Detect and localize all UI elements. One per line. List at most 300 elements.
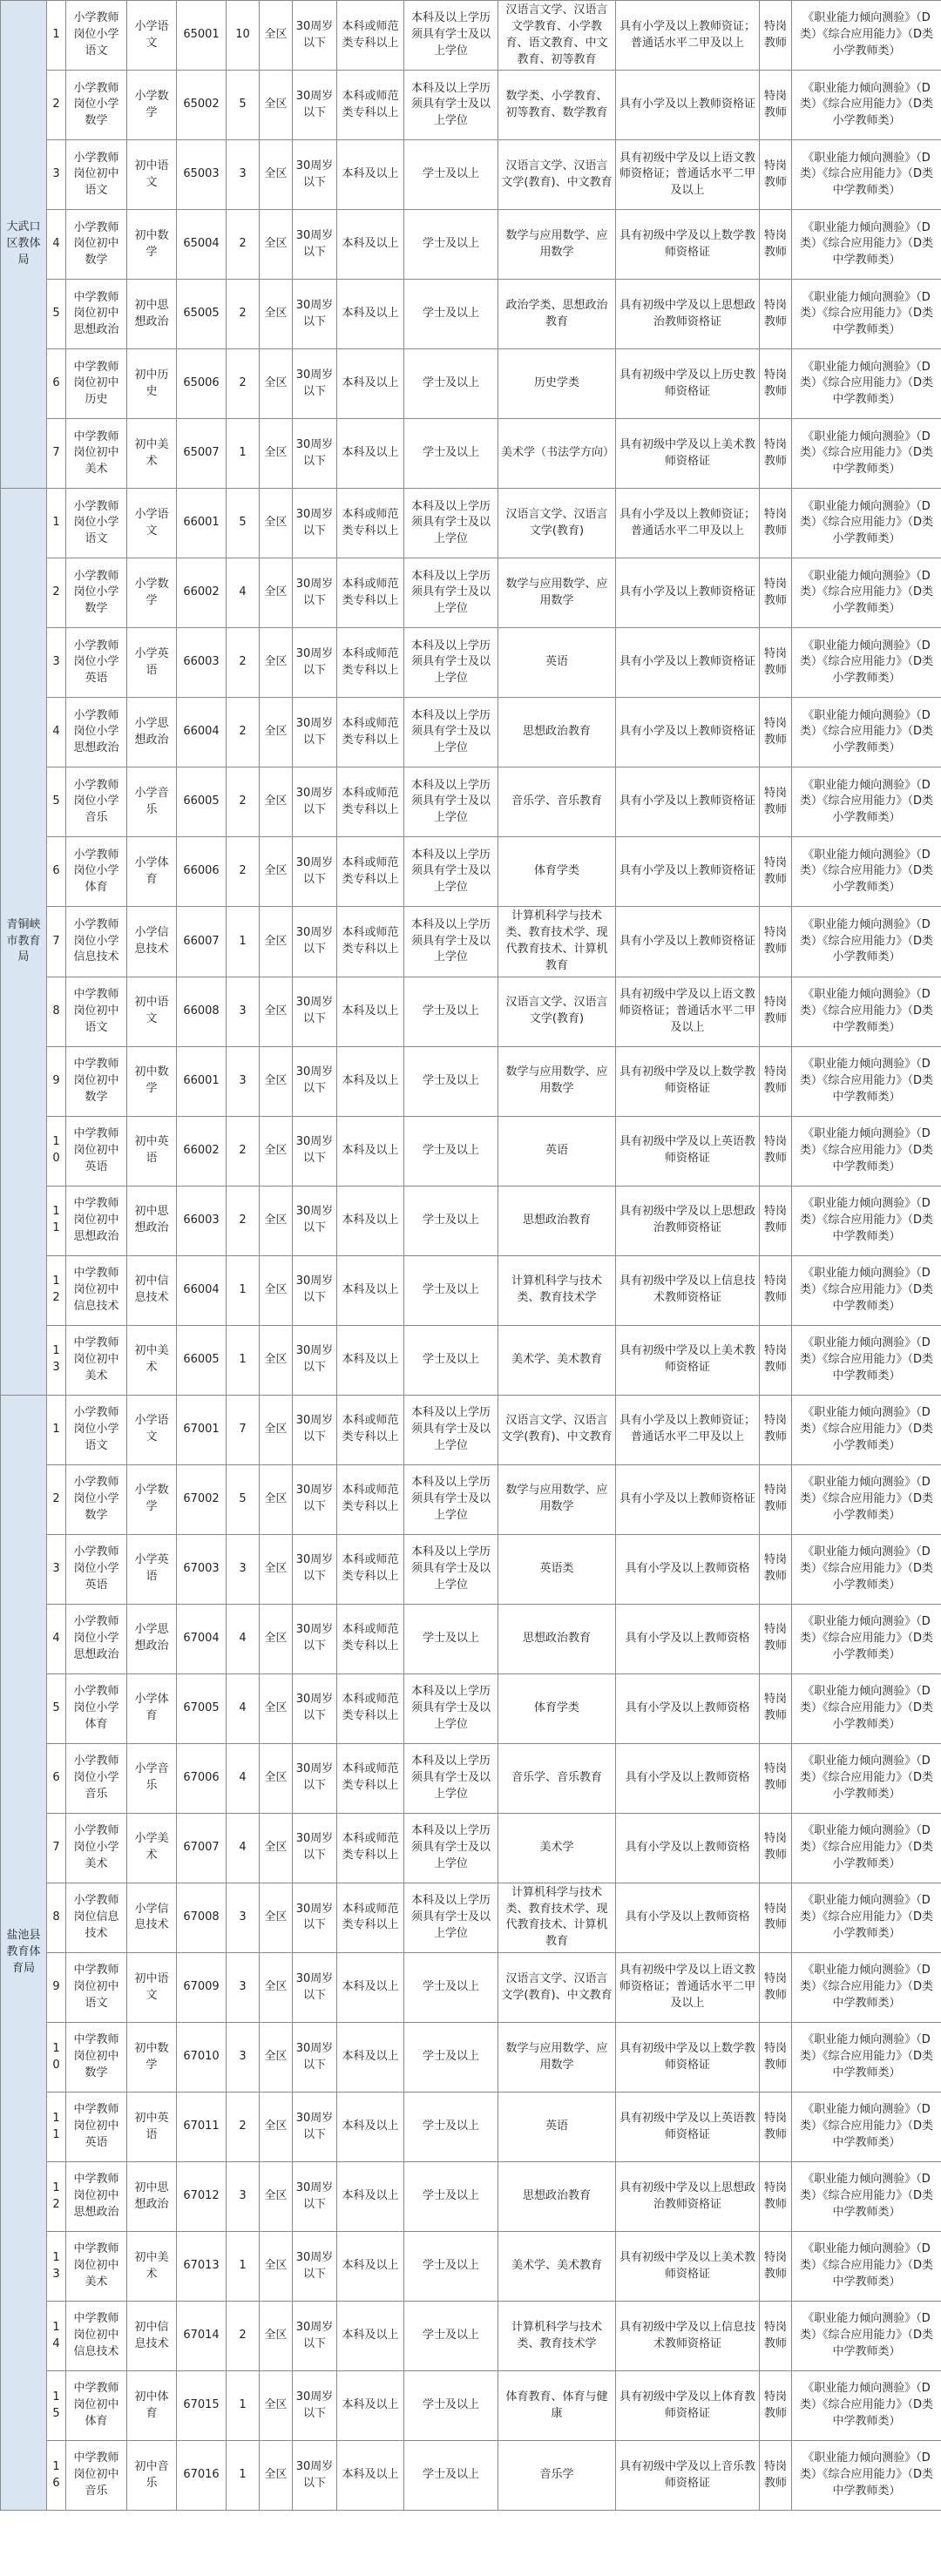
education-requirement: 本科及以上 <box>337 1186 404 1255</box>
post-name: 小学教师岗位小学语文 <box>66 489 127 558</box>
hire-count: 3 <box>227 1046 260 1116</box>
other-requirement: 具有初级中学及以上英语教师资格证 <box>616 1116 760 1186</box>
education-requirement: 本科或师范类专科以上 <box>337 698 404 767</box>
post-type: 特岗教师 <box>760 210 792 280</box>
subject-name: 小学英语 <box>127 628 177 698</box>
post-name: 中学教师岗位初中英语 <box>66 1116 127 1186</box>
subject-name: 初中美术 <box>127 1325 177 1395</box>
post-code: 65004 <box>177 210 227 280</box>
hire-count: 2 <box>227 1186 260 1255</box>
age-limit: 30周岁以下 <box>293 558 337 628</box>
other-requirement: 具有初级中学及以上体育教师资格证 <box>616 2371 760 2441</box>
exam-subjects: 《职业能力倾向测验》（D类）《综合应用能力》（D类中学教师类） <box>792 280 941 349</box>
education-requirement: 本科或师范类专科以上 <box>337 1 404 71</box>
hire-count: 3 <box>227 1953 260 2023</box>
post-name: 中学教师岗位初中英语 <box>66 2093 127 2162</box>
major-requirement: 英语 <box>498 628 616 698</box>
hire-count: 4 <box>227 1673 260 1743</box>
subject-name: 小学体育 <box>127 837 177 907</box>
hire-count: 1 <box>227 1325 260 1395</box>
age-limit: 30周岁以下 <box>293 698 337 767</box>
hire-count: 4 <box>227 558 260 628</box>
other-requirement: 具有小学及以上教师资格 <box>616 1883 760 1952</box>
department-cell: 大武口区教体局 <box>1 1 47 489</box>
table-row <box>1 558 941 628</box>
post-name: 中学教师岗位初中体育 <box>66 2371 127 2441</box>
major-requirement: 汉语言文学、汉语言文学(教育)、中文教育 <box>498 140 616 210</box>
post-type: 特岗教师 <box>760 1464 792 1534</box>
recruit-scope: 全区 <box>260 1464 293 1534</box>
table-row <box>1 1604 941 1673</box>
major-requirement: 美术学、美术教育 <box>498 2232 616 2302</box>
post-type: 特岗教师 <box>760 1 792 71</box>
hire-count: 4 <box>227 1604 260 1673</box>
recruit-scope: 全区 <box>260 1255 293 1325</box>
table-row <box>1 767 941 837</box>
age-limit: 30周岁以下 <box>293 210 337 280</box>
education-requirement: 本科及以上 <box>337 2441 404 2511</box>
hire-count: 2 <box>227 2093 260 2162</box>
age-limit: 30周岁以下 <box>293 419 337 489</box>
other-requirement: 具有初级中学及以上数学教师资格证 <box>616 2023 760 2093</box>
exam-subjects: 《职业能力倾向测验》（D类）《综合应用能力》（D类小学教师类） <box>792 907 941 977</box>
degree-requirement: 学士及以上 <box>404 1604 498 1673</box>
subject-name: 小学数学 <box>127 558 177 628</box>
education-requirement: 本科及以上 <box>337 1255 404 1325</box>
post-type: 特岗教师 <box>760 2023 792 2093</box>
recruit-scope: 全区 <box>260 558 293 628</box>
age-limit: 30周岁以下 <box>293 837 337 907</box>
recruit-scope: 全区 <box>260 1604 293 1673</box>
table-row <box>1 489 941 558</box>
major-requirement: 汉语言文学、汉语言文学教育、小学教育、语文教育、中文教育、初等教育 <box>498 1 616 71</box>
major-requirement: 数学与应用数学、应用数学 <box>498 1046 616 1116</box>
age-limit: 30周岁以下 <box>293 2162 337 2232</box>
row-number: 4 <box>47 210 66 280</box>
education-requirement: 本科及以上 <box>337 2093 404 2162</box>
table-row <box>1 2441 941 2511</box>
education-requirement: 本科及以上 <box>337 419 404 489</box>
hire-count: 5 <box>227 71 260 140</box>
row-number: 2 <box>47 1464 66 1534</box>
age-limit: 30周岁以下 <box>293 1673 337 1743</box>
post-name: 小学教师岗位初中语文 <box>66 140 127 210</box>
major-requirement: 音乐学、音乐教育 <box>498 1743 616 1813</box>
hire-count: 1 <box>227 2441 260 2511</box>
post-code: 65002 <box>177 71 227 140</box>
age-limit: 30周岁以下 <box>293 2302 337 2371</box>
major-requirement: 汉语言文学、汉语言文学(教育)、中文教育 <box>498 1395 616 1464</box>
post-code: 67008 <box>177 1883 227 1952</box>
exam-subjects: 《职业能力倾向测验》（D类）《综合应用能力》（D类小学教师类） <box>792 698 941 767</box>
major-requirement: 音乐学、音乐教育 <box>498 767 616 837</box>
age-limit: 30周岁以下 <box>293 1464 337 1534</box>
other-requirement: 具有初级中学及以上美术教师资格证 <box>616 1325 760 1395</box>
recruit-scope: 全区 <box>260 1813 293 1883</box>
subject-name: 小学数学 <box>127 1464 177 1534</box>
hire-count: 5 <box>227 489 260 558</box>
post-code: 66003 <box>177 1186 227 1255</box>
exam-subjects: 《职业能力倾向测验》（D类）《综合应用能力》（D类小学教师类） <box>792 837 941 907</box>
row-number: 5 <box>47 280 66 349</box>
post-type: 特岗教师 <box>760 140 792 210</box>
post-name: 小学教师岗位小学思想政治 <box>66 698 127 767</box>
other-requirement: 具有小学及以上教师资证；普通话水平二甲及以上 <box>616 1 760 71</box>
subject-name: 小学音乐 <box>127 767 177 837</box>
degree-requirement: 学士及以上 <box>404 2302 498 2371</box>
age-limit: 30周岁以下 <box>293 1395 337 1464</box>
exam-subjects: 《职业能力倾向测验》（D类）《综合应用能力》（D类小学教师类） <box>792 767 941 837</box>
degree-requirement: 学士及以上 <box>404 2162 498 2232</box>
exam-subjects: 《职业能力倾向测验》（D类）《综合应用能力》（D类中学教师类） <box>792 2232 941 2302</box>
post-type: 特岗教师 <box>760 1883 792 1952</box>
exam-subjects: 《职业能力倾向测验》（D类）《综合应用能力》（D类中学教师类） <box>792 2162 941 2232</box>
table-row <box>1 1116 941 1186</box>
table-row <box>1 2232 941 2302</box>
major-requirement: 汉语言文学、汉语言文学(教育) <box>498 489 616 558</box>
exam-subjects: 《职业能力倾向测验》（D类）《综合应用能力》（D类小学教师类） <box>792 1673 941 1743</box>
row-number: 9 <box>47 1953 66 2023</box>
major-requirement: 数学与应用数学、应用数学 <box>498 2023 616 2093</box>
post-name: 中学教师岗位初中美术 <box>66 419 127 489</box>
post-code: 65006 <box>177 349 227 419</box>
row-number: 3 <box>47 628 66 698</box>
hire-count: 7 <box>227 1395 260 1464</box>
hire-count: 2 <box>227 1116 260 1186</box>
education-requirement: 本科及以上 <box>337 2162 404 2232</box>
other-requirement: 具有初级中学及以上思想政治教师资格证 <box>616 2162 760 2232</box>
post-name: 中学教师岗位初中信息技术 <box>66 2302 127 2371</box>
degree-requirement: 本科及以上学历须具有学士及以上学位 <box>404 1 498 71</box>
post-name: 中学教师岗位初中历史 <box>66 349 127 419</box>
hire-count: 2 <box>227 2302 260 2371</box>
recruit-scope: 全区 <box>260 1116 293 1186</box>
row-number: 2 <box>47 71 66 140</box>
table-row <box>1 1046 941 1116</box>
exam-subjects: 《职业能力倾向测验》（D类）《综合应用能力》（D类中学教师类） <box>792 2441 941 2511</box>
other-requirement: 具有小学及以上教师资格证 <box>616 558 760 628</box>
row-number: 6 <box>47 837 66 907</box>
post-type: 特岗教师 <box>760 1116 792 1186</box>
education-requirement: 本科及以上 <box>337 2302 404 2371</box>
other-requirement: 具有小学及以上教师资格证 <box>616 837 760 907</box>
age-limit: 30周岁以下 <box>293 907 337 977</box>
other-requirement: 具有初级中学及以上思想政治教师资格证 <box>616 1186 760 1255</box>
recruit-scope: 全区 <box>260 2371 293 2441</box>
recruit-scope: 全区 <box>260 2232 293 2302</box>
post-type: 特岗教师 <box>760 907 792 977</box>
post-name: 小学教师岗位小学数学 <box>66 71 127 140</box>
other-requirement: 具有初级中学及以上语文教师资格证；普通话水平二甲及以上 <box>616 977 760 1046</box>
degree-requirement: 本科及以上学历须具有学士及以上学位 <box>404 698 498 767</box>
hire-count: 2 <box>227 349 260 419</box>
other-requirement: 具有小学及以上教师资格 <box>616 1673 760 1743</box>
major-requirement: 计算机科学与技术类、教育技术学 <box>498 2302 616 2371</box>
table-row <box>1 419 941 489</box>
subject-name: 小学体育 <box>127 1673 177 1743</box>
subject-name: 初中数学 <box>127 2023 177 2093</box>
table-row <box>1 1 941 71</box>
post-name: 小学教师岗位小学语文 <box>66 1395 127 1464</box>
major-requirement: 数学与应用数学、应用数学 <box>498 558 616 628</box>
post-type: 特岗教师 <box>760 2371 792 2441</box>
education-requirement: 本科及以上 <box>337 1116 404 1186</box>
major-requirement: 体育学类 <box>498 1673 616 1743</box>
post-code: 65003 <box>177 140 227 210</box>
age-limit: 30周岁以下 <box>293 489 337 558</box>
subject-name: 小学思想政治 <box>127 1604 177 1673</box>
post-name: 小学教师岗位小学信息技术 <box>66 907 127 977</box>
post-code: 67001 <box>177 1395 227 1464</box>
hire-count: 2 <box>227 210 260 280</box>
education-requirement: 本科及以上 <box>337 1953 404 2023</box>
post-type: 特岗教师 <box>760 767 792 837</box>
education-requirement: 本科及以上 <box>337 1046 404 1116</box>
table-row <box>1 698 941 767</box>
hire-count: 1 <box>227 2371 260 2441</box>
recruit-scope: 全区 <box>260 698 293 767</box>
age-limit: 30周岁以下 <box>293 628 337 698</box>
row-number: 7 <box>47 907 66 977</box>
other-requirement: 具有初级中学及以上信息技术教师资格证 <box>616 2302 760 2371</box>
age-limit: 30周岁以下 <box>293 2093 337 2162</box>
post-code: 66004 <box>177 698 227 767</box>
subject-name: 小学音乐 <box>127 1743 177 1813</box>
post-type: 特岗教师 <box>760 2162 792 2232</box>
row-number: 10 <box>47 2023 66 2093</box>
post-code: 67007 <box>177 1813 227 1883</box>
recruit-scope: 全区 <box>260 2093 293 2162</box>
row-number: 1 <box>47 1 66 71</box>
exam-subjects: 《职业能力倾向测验》（D类）《综合应用能力》（D类中学教师类） <box>792 977 941 1046</box>
major-requirement: 英语 <box>498 2093 616 2162</box>
education-requirement: 本科及以上 <box>337 210 404 280</box>
row-number: 4 <box>47 698 66 767</box>
major-requirement: 历史学类 <box>498 349 616 419</box>
age-limit: 30周岁以下 <box>293 140 337 210</box>
post-code: 66002 <box>177 558 227 628</box>
row-number: 16 <box>47 2441 66 2511</box>
degree-requirement: 本科及以上学历须具有学士及以上学位 <box>404 1534 498 1604</box>
education-requirement: 本科或师范类专科以上 <box>337 907 404 977</box>
exam-subjects: 《职业能力倾向测验》（D类）《综合应用能力》（D类小学教师类） <box>792 489 941 558</box>
degree-requirement: 本科及以上学历须具有学士及以上学位 <box>404 489 498 558</box>
education-requirement: 本科或师范类专科以上 <box>337 1395 404 1464</box>
recruit-scope: 全区 <box>260 1 293 71</box>
major-requirement: 美术学、美术教育 <box>498 1325 616 1395</box>
recruit-scope: 全区 <box>260 140 293 210</box>
recruit-scope: 全区 <box>260 419 293 489</box>
education-requirement: 本科或师范类专科以上 <box>337 767 404 837</box>
exam-subjects: 《职业能力倾向测验》（D类）《综合应用能力》（D类中学教师类） <box>792 1186 941 1255</box>
post-name: 小学教师岗位小学语文 <box>66 1 127 71</box>
education-requirement: 本科或师范类专科以上 <box>337 1673 404 1743</box>
post-code: 67003 <box>177 1534 227 1604</box>
exam-subjects: 《职业能力倾向测验》（D类）《综合应用能力》（D类中学教师类） <box>792 140 941 210</box>
recruit-scope: 全区 <box>260 1325 293 1395</box>
degree-requirement: 学士及以上 <box>404 280 498 349</box>
subject-name: 初中思想政治 <box>127 2162 177 2232</box>
hire-count: 1 <box>227 2232 260 2302</box>
degree-requirement: 学士及以上 <box>404 1046 498 1116</box>
post-code: 66002 <box>177 1116 227 1186</box>
post-type: 特岗教师 <box>760 2441 792 2511</box>
row-number: 6 <box>47 349 66 419</box>
other-requirement: 具有初级中学及以上信息技术教师资格证 <box>616 1255 760 1325</box>
table-row <box>1 628 941 698</box>
age-limit: 30周岁以下 <box>293 2023 337 2093</box>
post-name: 中学教师岗位初中思想政治 <box>66 1186 127 1255</box>
age-limit: 30周岁以下 <box>293 1255 337 1325</box>
recruit-scope: 全区 <box>260 1883 293 1952</box>
row-number: 15 <box>47 2371 66 2441</box>
post-code: 67014 <box>177 2302 227 2371</box>
major-requirement: 英语 <box>498 1116 616 1186</box>
table-row <box>1 1325 941 1395</box>
row-number: 3 <box>47 1534 66 1604</box>
recruit-scope: 全区 <box>260 837 293 907</box>
post-type: 特岗教师 <box>760 1604 792 1673</box>
post-code: 66001 <box>177 489 227 558</box>
other-requirement: 具有初级中学及以上语文教师资格证；普通话水平二甲及以上 <box>616 1953 760 2023</box>
hire-count: 4 <box>227 1813 260 1883</box>
post-type: 特岗教师 <box>760 489 792 558</box>
row-number: 6 <box>47 1743 66 1813</box>
post-type: 特岗教师 <box>760 628 792 698</box>
degree-requirement: 学士及以上 <box>404 1116 498 1186</box>
post-type: 特岗教师 <box>760 1813 792 1883</box>
post-type: 特岗教师 <box>760 1186 792 1255</box>
exam-subjects: 《职业能力倾向测验》（D类）《综合应用能力》（D类小学教师类） <box>792 1743 941 1813</box>
table-row <box>1 1255 941 1325</box>
recruit-scope: 全区 <box>260 1046 293 1116</box>
post-code: 65007 <box>177 419 227 489</box>
other-requirement: 具有初级中学及以上思想政治教师资格证 <box>616 280 760 349</box>
major-requirement: 思想政治教育 <box>498 1186 616 1255</box>
post-name: 小学教师岗位小学数学 <box>66 558 127 628</box>
subject-name: 初中信息技术 <box>127 1255 177 1325</box>
post-code: 66001 <box>177 1046 227 1116</box>
row-number: 13 <box>47 1325 66 1395</box>
row-number: 5 <box>47 1673 66 1743</box>
age-limit: 30周岁以下 <box>293 2371 337 2441</box>
age-limit: 30周岁以下 <box>293 1883 337 1952</box>
age-limit: 30周岁以下 <box>293 1813 337 1883</box>
degree-requirement: 本科及以上学历须具有学士及以上学位 <box>404 1395 498 1464</box>
major-requirement: 思想政治教育 <box>498 2162 616 2232</box>
other-requirement: 具有初级中学及以上数学教师资格证 <box>616 210 760 280</box>
exam-subjects: 《职业能力倾向测验》（D类）《综合应用能力》（D类中学教师类） <box>792 1255 941 1325</box>
table-row <box>1 1186 941 1255</box>
post-code: 67012 <box>177 2162 227 2232</box>
exam-subjects: 《职业能力倾向测验》（D类）《综合应用能力》（D类中学教师类） <box>792 1325 941 1395</box>
row-number: 1 <box>47 1395 66 1464</box>
age-limit: 30周岁以下 <box>293 1186 337 1255</box>
table-row <box>1 837 941 907</box>
education-requirement: 本科或师范类专科以上 <box>337 489 404 558</box>
table-row <box>1 1883 941 1952</box>
post-code: 65001 <box>177 1 227 71</box>
post-type: 特岗教师 <box>760 1673 792 1743</box>
exam-subjects: 《职业能力倾向测验》（D类）《综合应用能力》（D类小学教师类） <box>792 1534 941 1604</box>
row-number: 7 <box>47 419 66 489</box>
post-code: 66003 <box>177 628 227 698</box>
major-requirement: 体育学类 <box>498 837 616 907</box>
subject-name: 初中语文 <box>127 140 177 210</box>
post-name: 中学教师岗位初中思想政治 <box>66 2162 127 2232</box>
post-code: 67004 <box>177 1604 227 1673</box>
other-requirement: 具有小学及以上教师资格 <box>616 1813 760 1883</box>
table-row <box>1 71 941 140</box>
education-requirement: 本科及以上 <box>337 349 404 419</box>
post-type: 特岗教师 <box>760 1953 792 2023</box>
post-type: 特岗教师 <box>760 837 792 907</box>
post-code: 66004 <box>177 1255 227 1325</box>
post-type: 特岗教师 <box>760 977 792 1046</box>
recruit-scope: 全区 <box>260 280 293 349</box>
post-type: 特岗教师 <box>760 349 792 419</box>
table-row <box>1 2023 941 2093</box>
education-requirement: 本科或师范类专科以上 <box>337 1743 404 1813</box>
other-requirement: 具有初级中学及以上美术教师资格证 <box>616 419 760 489</box>
degree-requirement: 学士及以上 <box>404 2232 498 2302</box>
major-requirement: 思想政治教育 <box>498 698 616 767</box>
subject-name: 初中语文 <box>127 1953 177 2023</box>
education-requirement: 本科及以上 <box>337 2232 404 2302</box>
post-name: 中学教师岗位初中信息技术 <box>66 1255 127 1325</box>
age-limit: 30周岁以下 <box>293 1116 337 1186</box>
table-row <box>1 1953 941 2023</box>
subject-name: 小学数学 <box>127 71 177 140</box>
degree-requirement: 学士及以上 <box>404 419 498 489</box>
degree-requirement: 本科及以上学历须具有学士及以上学位 <box>404 1813 498 1883</box>
subject-name: 小学信息技术 <box>127 907 177 977</box>
post-code: 67011 <box>177 2093 227 2162</box>
education-requirement: 本科或师范类专科以上 <box>337 1813 404 1883</box>
table-row <box>1 140 941 210</box>
hire-count: 2 <box>227 280 260 349</box>
post-type: 特岗教师 <box>760 1743 792 1813</box>
major-requirement: 数学与应用数学、应用数学 <box>498 210 616 280</box>
hire-count: 3 <box>227 140 260 210</box>
major-requirement: 数学与应用数学、应用数学 <box>498 1464 616 1534</box>
major-requirement: 美术学 <box>498 1813 616 1883</box>
other-requirement: 具有小学及以上教师资格 <box>616 1743 760 1813</box>
post-name: 小学教师岗位初中数学 <box>66 210 127 280</box>
age-limit: 30周岁以下 <box>293 767 337 837</box>
exam-subjects: 《职业能力倾向测验》（D类）《综合应用能力》（D类小学教师类） <box>792 628 941 698</box>
education-requirement: 本科或师范类专科以上 <box>337 71 404 140</box>
exam-subjects: 《职业能力倾向测验》（D类）《综合应用能力》（D类中学教师类） <box>792 1046 941 1116</box>
exam-subjects: 《职业能力倾向测验》（D类）《综合应用能力》（D类小学教师类） <box>792 71 941 140</box>
subject-name: 初中英语 <box>127 2093 177 2162</box>
recruit-scope: 全区 <box>260 2302 293 2371</box>
post-type: 特岗教师 <box>760 2093 792 2162</box>
exam-subjects: 《职业能力倾向测验》（D类）《综合应用能力》（D类小学教师类） <box>792 1883 941 1952</box>
degree-requirement: 学士及以上 <box>404 2093 498 2162</box>
post-code: 67002 <box>177 1464 227 1534</box>
post-code: 66005 <box>177 767 227 837</box>
hire-count: 5 <box>227 1464 260 1534</box>
education-requirement: 本科及以上 <box>337 2371 404 2441</box>
other-requirement: 具有小学及以上教师资格证 <box>616 698 760 767</box>
recruit-scope: 全区 <box>260 1673 293 1743</box>
age-limit: 30周岁以下 <box>293 1604 337 1673</box>
recruit-scope: 全区 <box>260 2441 293 2511</box>
degree-requirement: 学士及以上 <box>404 977 498 1046</box>
exam-subjects: 《职业能力倾向测验》（D类）《综合应用能力》（D类小学教师类） <box>792 558 941 628</box>
other-requirement: 具有小学及以上教师资证；普通话水平二甲及以上 <box>616 1395 760 1464</box>
